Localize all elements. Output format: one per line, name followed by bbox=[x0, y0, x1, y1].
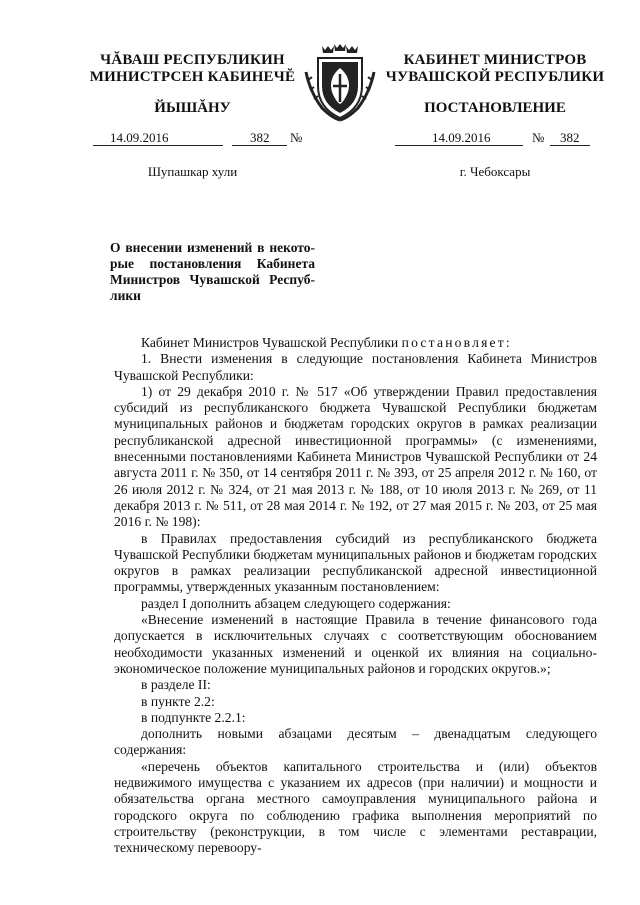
header-right bbox=[385, 52, 605, 86]
doc-type-chv: ЙЫШĂНУ bbox=[154, 100, 231, 116]
number-left: 382 bbox=[250, 130, 270, 145]
date-right: 14.09.2016 bbox=[432, 130, 491, 145]
body-paragraph: 1. Внести изменения в следующие постановления Кабинета Министров Чувашской Республики: bbox=[114, 351, 597, 383]
body-paragraph: дополнить новыми абзацами десятым – двенадцатым следующего содержания: bbox=[114, 726, 597, 758]
org-name-chv-line2: МИНИСТРСЕН КАБИНЕЧĔ bbox=[89, 69, 296, 85]
body-paragraph: 1) от 29 декабря 2010 г. № 517 «Об утверждении Правил предоставления субсидий из республиканского бюджета Чувашской Республики бюджетам муниципальных районов и бюджетам городских округов в рамках реализации республиканской адресной инвестиционной программы» (с изменениями, внесенными постановлениями Кабинета Министров Чувашской Республики от 24 августа 2011 г. № 350, от 14 сентября 2011 г. № 393, от 25 апреля 2012 г. № 160, от 26 июля 2012 г. № 324, от 21 мая 2013 г. № 188, от 10 июля 2013 г. № 269, от 11 декабря 2013 г. № 511, от 28 мая 2014 г. № 192, от 27 мая 2015 г. № 203, от 25 мая 2016 г. № 198): bbox=[114, 383, 597, 530]
body-paragraph: «Внесение изменений в настоящие Правила в течение финансового года допускается в исключительных случаях с соответствующим обоснованием необходимости указанных изменений и оценкой их влияния на социально-экономическое положение муниципальных районов и городских округов.»; bbox=[114, 612, 597, 676]
body-paragraph: в Правилах предоставления субсидий из республиканского бюджета Чувашской Республики бюджетам муниципальных районов и бюджетам городских округов в рамках реализации республиканской адресной инвестиционной программы, утвержденных указанным постановлением: bbox=[114, 530, 597, 595]
city-right: г. Чебоксары bbox=[459, 164, 531, 179]
document-body bbox=[114, 335, 597, 857]
body-paragraph: раздел I дополнить абзацем следующего содержания: bbox=[141, 595, 451, 611]
city-left: Шупашкар хули bbox=[147, 164, 238, 179]
doc-type-ru: ПОСТАНОВЛЕНИЕ bbox=[424, 100, 566, 116]
subject-line-4: лики bbox=[110, 288, 141, 303]
document-subject bbox=[110, 240, 315, 304]
body-paragraph: в пункте 2.2: bbox=[141, 693, 215, 709]
body-paragraph: «перечень объектов капитального строительства и (или) объектов недвижимого имущества с указанием их адресов (при наличии) и мощности и обязательства органа местного самоуправления муниципального района и городского округа по соблюдению графика выполнения мероприятий по строительству (реконструкции, в том числе с элементами реставрации, техническому перевоору- bbox=[114, 758, 597, 856]
body-paragraph: в подпункте 2.2.1: bbox=[141, 709, 246, 725]
number-right: 382 bbox=[560, 130, 580, 145]
date-left: 14.09.2016 bbox=[110, 130, 169, 145]
body-paragraph-intro: Кабинет Министров Чувашской Республики постановляет: bbox=[141, 335, 512, 350]
subject-line-3: Министров Чувашской Респуб- bbox=[110, 272, 315, 287]
date-underline-left bbox=[93, 145, 223, 146]
org-name-ru-line1: КАБИНЕТ МИНИСТРОВ bbox=[403, 52, 587, 68]
subject-line-1: О внесении изменений в некото- bbox=[110, 240, 315, 255]
org-name-chv-line1: ЧĂВАШ РЕСПУБЛИКИН bbox=[100, 52, 285, 68]
header-left bbox=[85, 52, 300, 86]
number-underline-right bbox=[550, 145, 590, 146]
chuvash-emblem-icon bbox=[300, 38, 380, 128]
date-underline-right bbox=[395, 145, 523, 146]
org-name-ru-line2: ЧУВАШСКОЙ РЕСПУБЛИКИ bbox=[385, 69, 605, 85]
subject-line-2: рые постановления Кабинета bbox=[110, 256, 315, 271]
number-sign-left: № bbox=[290, 130, 303, 145]
body-paragraph: в разделе II: bbox=[141, 677, 211, 693]
number-underline-left bbox=[232, 145, 287, 146]
number-sign-right: № bbox=[532, 130, 545, 145]
